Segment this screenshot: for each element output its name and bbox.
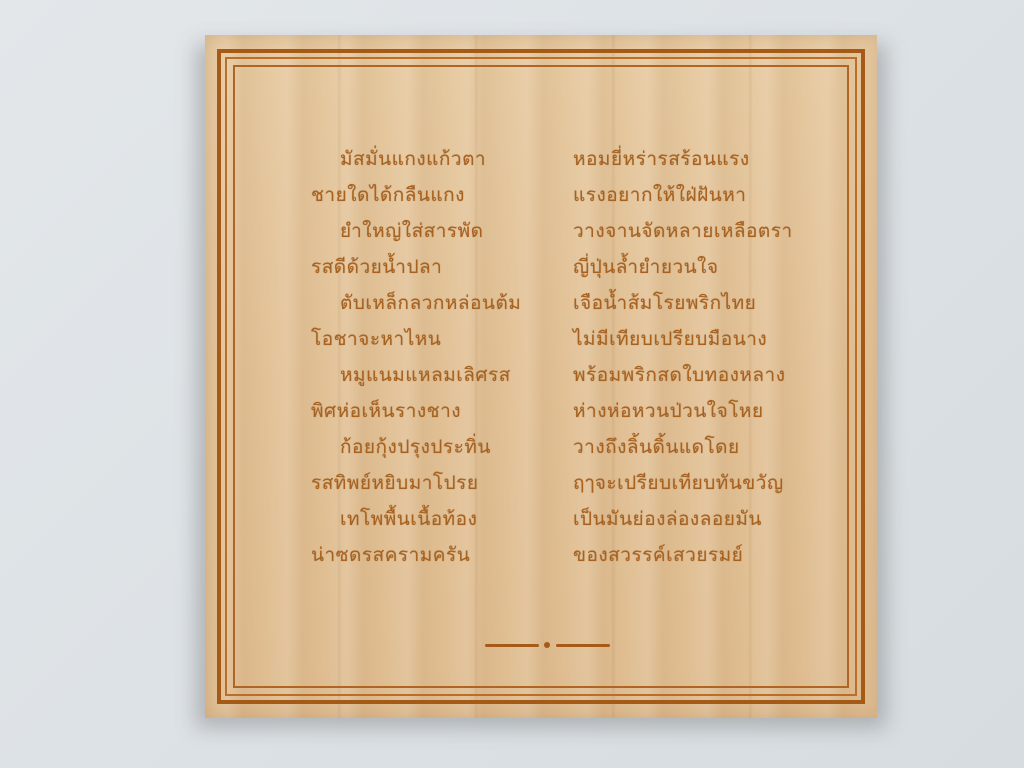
poem-line-left-10: รสทิพย์หยิบมาโปรย <box>311 472 479 494</box>
poem-line-right-7: พร้อมพริกสดใบทองหลาง <box>573 364 786 386</box>
poem-line-left-2: ชายใดได้กลืนแกง <box>311 184 465 206</box>
poem-line-right-5: เจือน้ำส้มโรยพริกไทย <box>573 292 757 314</box>
poem-line-left-9: ก้อยกุ้งปรุงประทิ่น <box>340 436 491 458</box>
divider-center-dot <box>544 642 550 648</box>
poem-line-right-12: ของสวรรค์เสวยรมย์ <box>573 544 744 566</box>
poem-line-left-6: โอชาจะหาไหน <box>311 328 442 350</box>
poem-line-left-12: น่าซดรสครามครัน <box>311 544 471 566</box>
divider-left-bar <box>485 644 539 647</box>
poem-line-right-8: ห่างห่อหวนป่วนใจโหย <box>573 400 764 422</box>
decorative-divider <box>485 639 610 651</box>
poem-line-left-11: เทโพพื้นเนื้อท้อง <box>340 508 478 530</box>
poem-line-left-5: ตับเหล็กลวกหล่อนต้ม <box>340 292 522 314</box>
poem-line-right-4: ญี่ปุ่นล้ำยำยวนใจ <box>573 256 719 278</box>
poem-line-right-3: วางจานจัดหลายเหลือตรา <box>573 220 793 242</box>
poem-line-left-4: รสดีด้วยน้ำปลา <box>311 256 443 278</box>
wooden-plaque <box>205 35 877 718</box>
poem-line-right-1: หอมยี่หร่ารสร้อนแรง <box>573 148 750 170</box>
poem-line-left-1: มัสมั่นแกงแก้วตา <box>340 148 487 170</box>
poem-line-right-6: ไม่มีเทียบเปรียบมือนาง <box>573 328 768 350</box>
poem-line-right-2: แรงอยากให้ใฝ่ฝันหา <box>573 184 747 206</box>
divider-right-bar <box>556 644 610 647</box>
poem-line-right-9: วางถึงลิ้นดิ้นแดโดย <box>573 436 740 458</box>
poem-line-right-11: เป็นมันย่องล่องลอยมัน <box>573 508 762 530</box>
poem-line-left-7: หมูแนมแหลมเลิศรส <box>340 364 511 386</box>
poem-line-left-8: พิศห่อเห็นรางชาง <box>311 400 462 422</box>
poem-line-right-10: ฤๅจะเปรียบเทียบทันขวัญ <box>573 472 784 494</box>
poem-line-left-3: ยำใหญ่ใส่สารพัด <box>340 220 484 242</box>
